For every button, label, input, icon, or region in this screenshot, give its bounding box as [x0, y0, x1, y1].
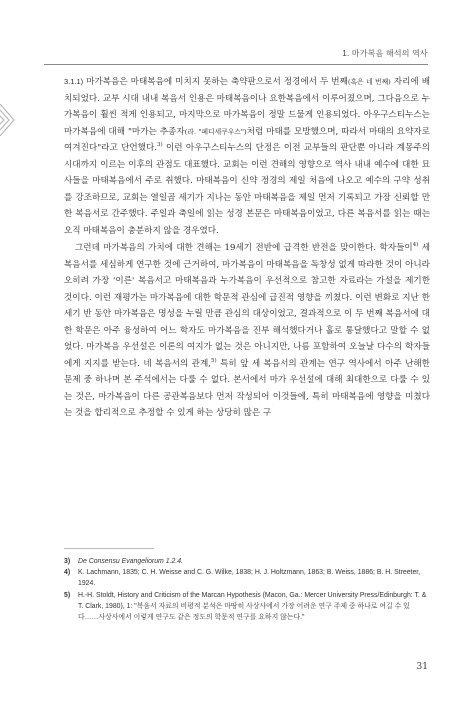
footnote-ref-5[interactable]: 5): [211, 357, 217, 364]
footnotes: [64, 556, 430, 623]
footnote-ref-3[interactable]: 3): [157, 142, 163, 149]
running-header: 1. 마가복음 해석의 역사: [342, 49, 428, 58]
page-number: 31: [416, 662, 428, 672]
footnote-item: 4) K. Lachmann, 1835; C. H. Weisse and C. G. Wilke, 1838; H. J. Holtzmann, 1863; B. Weiss, 1886; B. H. Streeter, 1924.: [64, 569, 421, 588]
footnote-ref-4[interactable]: 4): [412, 242, 419, 249]
paragraph-2: 그런데 마가복음의 가치에 대한 견해는 19세기 전반에 급격한 반전을 맞이한다. 학자들이$^{4)}$ 세 복음서를 세심하게 연구한 것에 근거하여, 마가복음이 마태복음을 독창성 없게 따라한 것이 아니라 오히려 가장 '이른' 복음서고 마태복음과 누가복음이 우선적으로 참고한 자료라는 가설을 제기한 것이다. 이런 재평가는 마가복음에 대한 학문적 관심에 급진적 영향을 끼쳤다. 이런 변화로 지난 한 세기 반 동안 마가복음은 명성을 누릴 만큼 관심의 대상이었고, 결과적으로 이 두 번째 복음서에 대한 학문은 아주 융성하여 어느 학자도 마가복음을 진부 해석했다거나 홀로 통달했다고 말할 수 없었다. 마가복음 우선설은 이론의 여지가 없는 것은 아니지만, 나름 포함하여 오늘날 다수의 학자들에게 지지를 받는다. 네 복음서의 관계,$^{5)}$ 특히 앞 세 복음서의 관계는 연구 역사에서 아주 난해한 문제 중 하나며 본 주석에서는 다룰 수 없다. 본서에서 마가 우선설에 대해 최대한으로 다룰 수 있는 것은, 마가복음이 다른 공관복음보다 먼저 작성되어 이것들에, 특히 마태복음에 영향을 미쳤다는 것을 합리적으로 추정할 수 있게 하는 상당히 많은 구: [64, 242, 430, 418]
body-text: [64, 74, 430, 422]
footnote-item: 5) H.-H. Stoldt, History and Criticism of the Marcan Hypothesis (Macon, Ga.: Mercer University Press/Edinburgh: T. & T. Clark, 1980), 1: "복음서 자료의 비평적 분석은 마땅히 사상사에서 가장 어려운 연구 주제 중 하나로 여길 수 있다……사상사에서 이렇게 연구도 같은 정도의 학문적 연구를 요하지 않는다.": [64, 591, 427, 622]
header-rule: [44, 64, 428, 65]
section-number: 3.1.1): [64, 77, 84, 86]
paragraph-1: 3.1.1) 마가복음은 마태복음에 미치지 못하는 축약판으로서 정경에서 두 번째(혹은 네 번째) 자리에 배치되었다. 교부 시대 내내 복음서 인용은 마태복음이나 요한복음에서 이루어졌으며, 그다음으로 누가복음이 훨씬 적게 인용되고, 마지막으로 마가복음이 정말 드물게 인용되었다. 아우구스티누스는 마가복음에 대해 "마가는 추종자(라. "페디세쿠우스")처럼 마태를 모방했으며, 따라서 마태의 요약자로 여겨진다"라고 단언했다.$^{3)}$ 이런 아우구스티누스의 단정은 이전 교부들의 판단뿐 아니라 계몽주의 시대까지 이르는 이후의 관점도 대표했다. 교회는 이런 견해의 영향으로 역사 내내 예수에 대한 묘사들을 마태복음에서 주로 취했다. 마태복음이 신약 정경의 제일 처음에 나오고 예수의 구약 성취를 강조하므로, 교회는 열일곱 세기가 지나는 동안 마태복음을 제일 먼저 기록되고 가장 신뢰할 만한 복음서로 간주했다. 주일과 축일에 읽는 성경 본문은 마태복음이었고, 다른 복음서를 읽는 때는 오직 마태복음이 충분하지 않을 경우였다.: [64, 77, 430, 236]
footnote-rule: [64, 548, 154, 549]
chevron-decoration-icon: [0, 100, 22, 140]
footnote-item: 3) De Consensu Evangeliorum 1.2.4.: [64, 558, 183, 565]
